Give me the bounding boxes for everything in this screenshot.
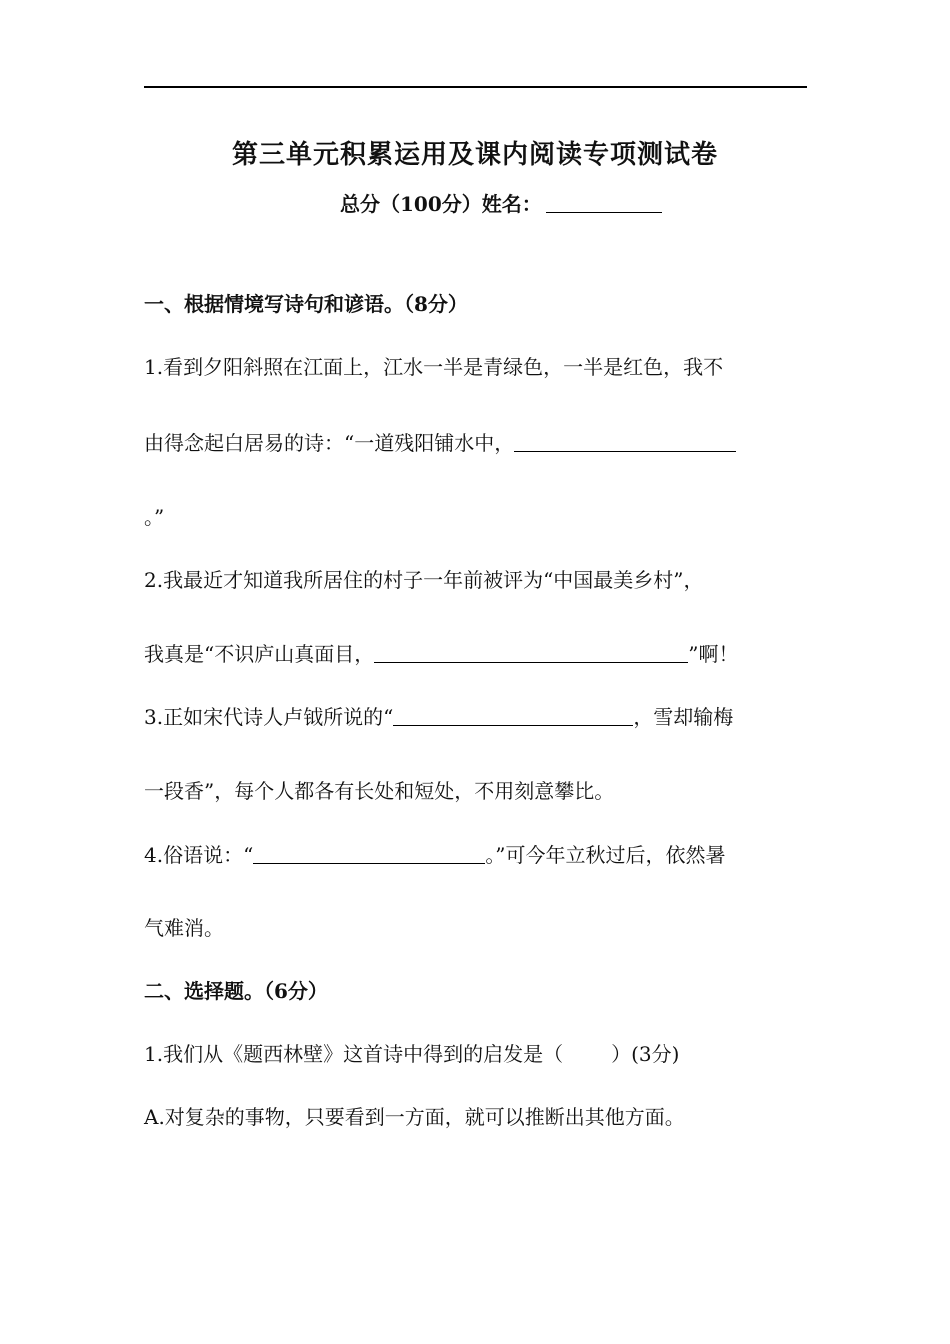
q1-answer-blank[interactable] <box>514 431 736 452</box>
q4-line2: 气难消。 <box>144 916 224 940</box>
header-rule <box>144 86 807 88</box>
q3-line1 <box>144 701 733 730</box>
q4-line1-text-b: 。”可今年立秋过后，依然暑 <box>485 843 726 867</box>
q4-answer-blank[interactable] <box>253 843 485 864</box>
q3-line1-text-a: 3.正如宋代诗人卢钺所说的“ <box>144 705 394 729</box>
q1-line3: 。” <box>144 505 165 529</box>
q4-line1-text-a: 4.俗语说：“ <box>144 843 254 867</box>
q1-line1: 1.看到夕阳斜照在江面上，江水一半是青绿色，一半是红色，我不 <box>144 355 724 379</box>
q1-line2-text: 由得念起白居易的诗：“一道残阳铺水中， <box>144 431 515 455</box>
s2-q1-text-a: 1.我们从《题西林壁》这首诗中得到的启发是（ <box>144 1042 564 1066</box>
page-title: 第三单元积累运用及课内阅读专项测试卷 <box>231 140 718 170</box>
s2-q1-text-b: ）(3分) <box>611 1042 680 1066</box>
q2-line1: 2.我最近才知道我所居住的村子一年前被评为“中国最美乡村”， <box>144 568 704 592</box>
q2-line2-text-b: ”啊！ <box>688 642 739 666</box>
subtitle-text: 总分（100分）姓名： <box>340 192 542 216</box>
name-blank[interactable] <box>546 192 662 213</box>
q4-line1 <box>144 839 726 868</box>
q1-line2 <box>144 427 736 456</box>
q2-line2 <box>144 638 738 667</box>
q3-answer-blank[interactable] <box>393 705 633 726</box>
q3-line1-text-b: ，雪却输梅 <box>633 705 734 729</box>
q2-answer-blank[interactable] <box>374 642 688 663</box>
section2-heading: 二、选择题。（6分） <box>144 979 328 1003</box>
q3-line2: 一段香”，每个人都各有长处和短处，不用刻意攀比。 <box>144 779 615 803</box>
section1-heading: 一、根据情境写诗句和谚语。（8分） <box>144 292 468 316</box>
s2-q1-line <box>144 1038 679 1067</box>
s2-option-a: A.对复杂的事物，只要看到一方面，就可以推断出其他方面。 <box>144 1105 685 1129</box>
score-name-line <box>340 188 662 217</box>
q2-line2-text-a: 我真是“不识庐山真面目， <box>144 642 375 666</box>
